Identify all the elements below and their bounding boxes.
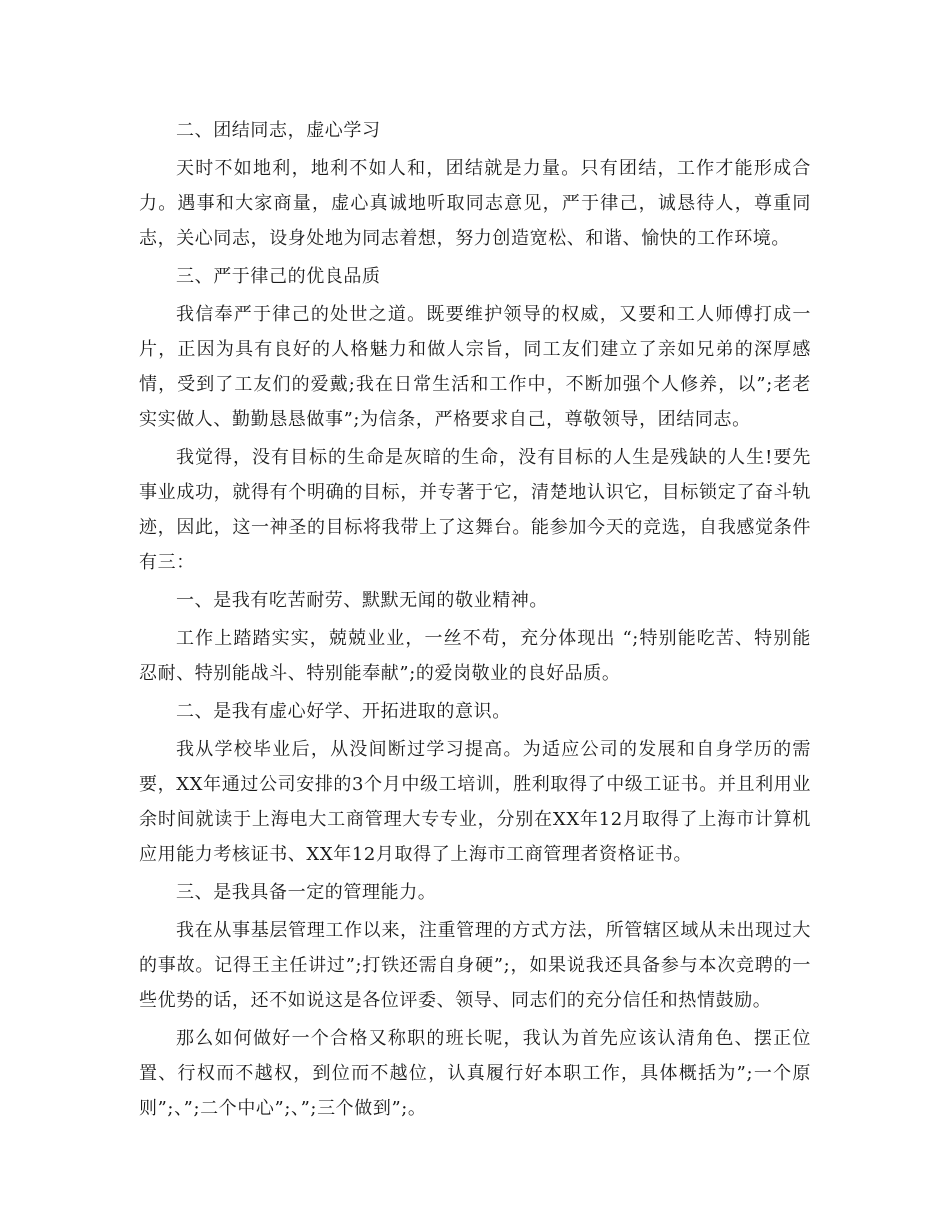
paragraph-management: 我在从事基层管理工作以来，注重管理的方式方法，所管辖区域从未出现过大的事故。记得王主任讲过”;打铁还需自身硬”;，如果说我还具备参与本次竞聘的一些优势的话，还不如说这是各位评委、领导、同志们的充分信任和热情鼓励。 (139, 920, 811, 1011)
section-heading-unity: 二、团结同志，虚心学习 (176, 120, 381, 141)
paragraph-unity: 天时不如地利，地利不如人和，团结就是力量。只有团结，工作才能形成合力。遇事和大家商量，虚心真诚地听取同志意见，严于律己，诚恳待人，尊重同志，关心同志，设身处地为同志着想，努力创造宽松、和谐、愉快的工作环境。 (139, 158, 811, 249)
section-heading-self-discipline: 三、严于律己的优良品质 (176, 266, 381, 287)
condition-heading-dedication: 一、是我有吃苦耐劳、默默无闻的敬业精神。 (176, 590, 548, 611)
document-body (139, 113, 811, 1129)
paragraph-self-discipline: 我信奉严于律己的处世之道。既要维护领导的权威，又要和工人师傅打成一片，正因为具有良好的人格魅力和做人宗旨，同工友们建立了亲如兄弟的深厚感情，受到了工友们的爱戴;我在日常生活和工作中，不断加强个人修养，以”;老老实实做人、勤勤恳恳做事”;为信条，严格要求自己，尊敬领导，团结同志。 (139, 304, 811, 430)
paragraph-team-leader: 那么如何做好一个合格又称职的班长呢，我认为首先应该认清角色、摆正位置、行权而不越权，到位而不越位，认真履行好本职工作，具体概括为”;一个原则”;、”;二个中心”;、”;三个做到”;。 (139, 1028, 811, 1119)
condition-heading-management: 三、是我具备一定的管理能力。 (176, 882, 437, 903)
paragraph-dedication: 工作上踏踏实实，兢兢业业，一丝不苟，充分体现出 “;特别能吃苦、特别能忍耐、特别能战斗、特别能奉献”;的爱岗敬业的良好品质。 (139, 628, 811, 684)
paragraph-goal: 我觉得，没有目标的生命是灰暗的生命，没有目标的人生是残缺的人生!要先事业成功，就得有个明确的目标，并专著于它，清楚地认识它，目标锁定了奋斗轨迹，因此，这一神圣的目标将我带上了这舞台。能参加今天的竞选，自我感觉条件有三： (139, 447, 811, 573)
paragraph-learning: 我从学校毕业后，从没间断过学习提高。为适应公司的发展和自身学历的需要，XX年通过公司安排的3个月中级工培训，胜利取得了中级工证书。并且利用业余时间就读于上海电大工商管理大专专业，分别在XX年12月取得了上海市计算机应用能力考核证书、XX年12月取得了上海市工商管理者资格证书。 (139, 739, 811, 865)
condition-heading-learning: 二、是我有虚心好学、开拓进取的意识。 (176, 701, 511, 722)
